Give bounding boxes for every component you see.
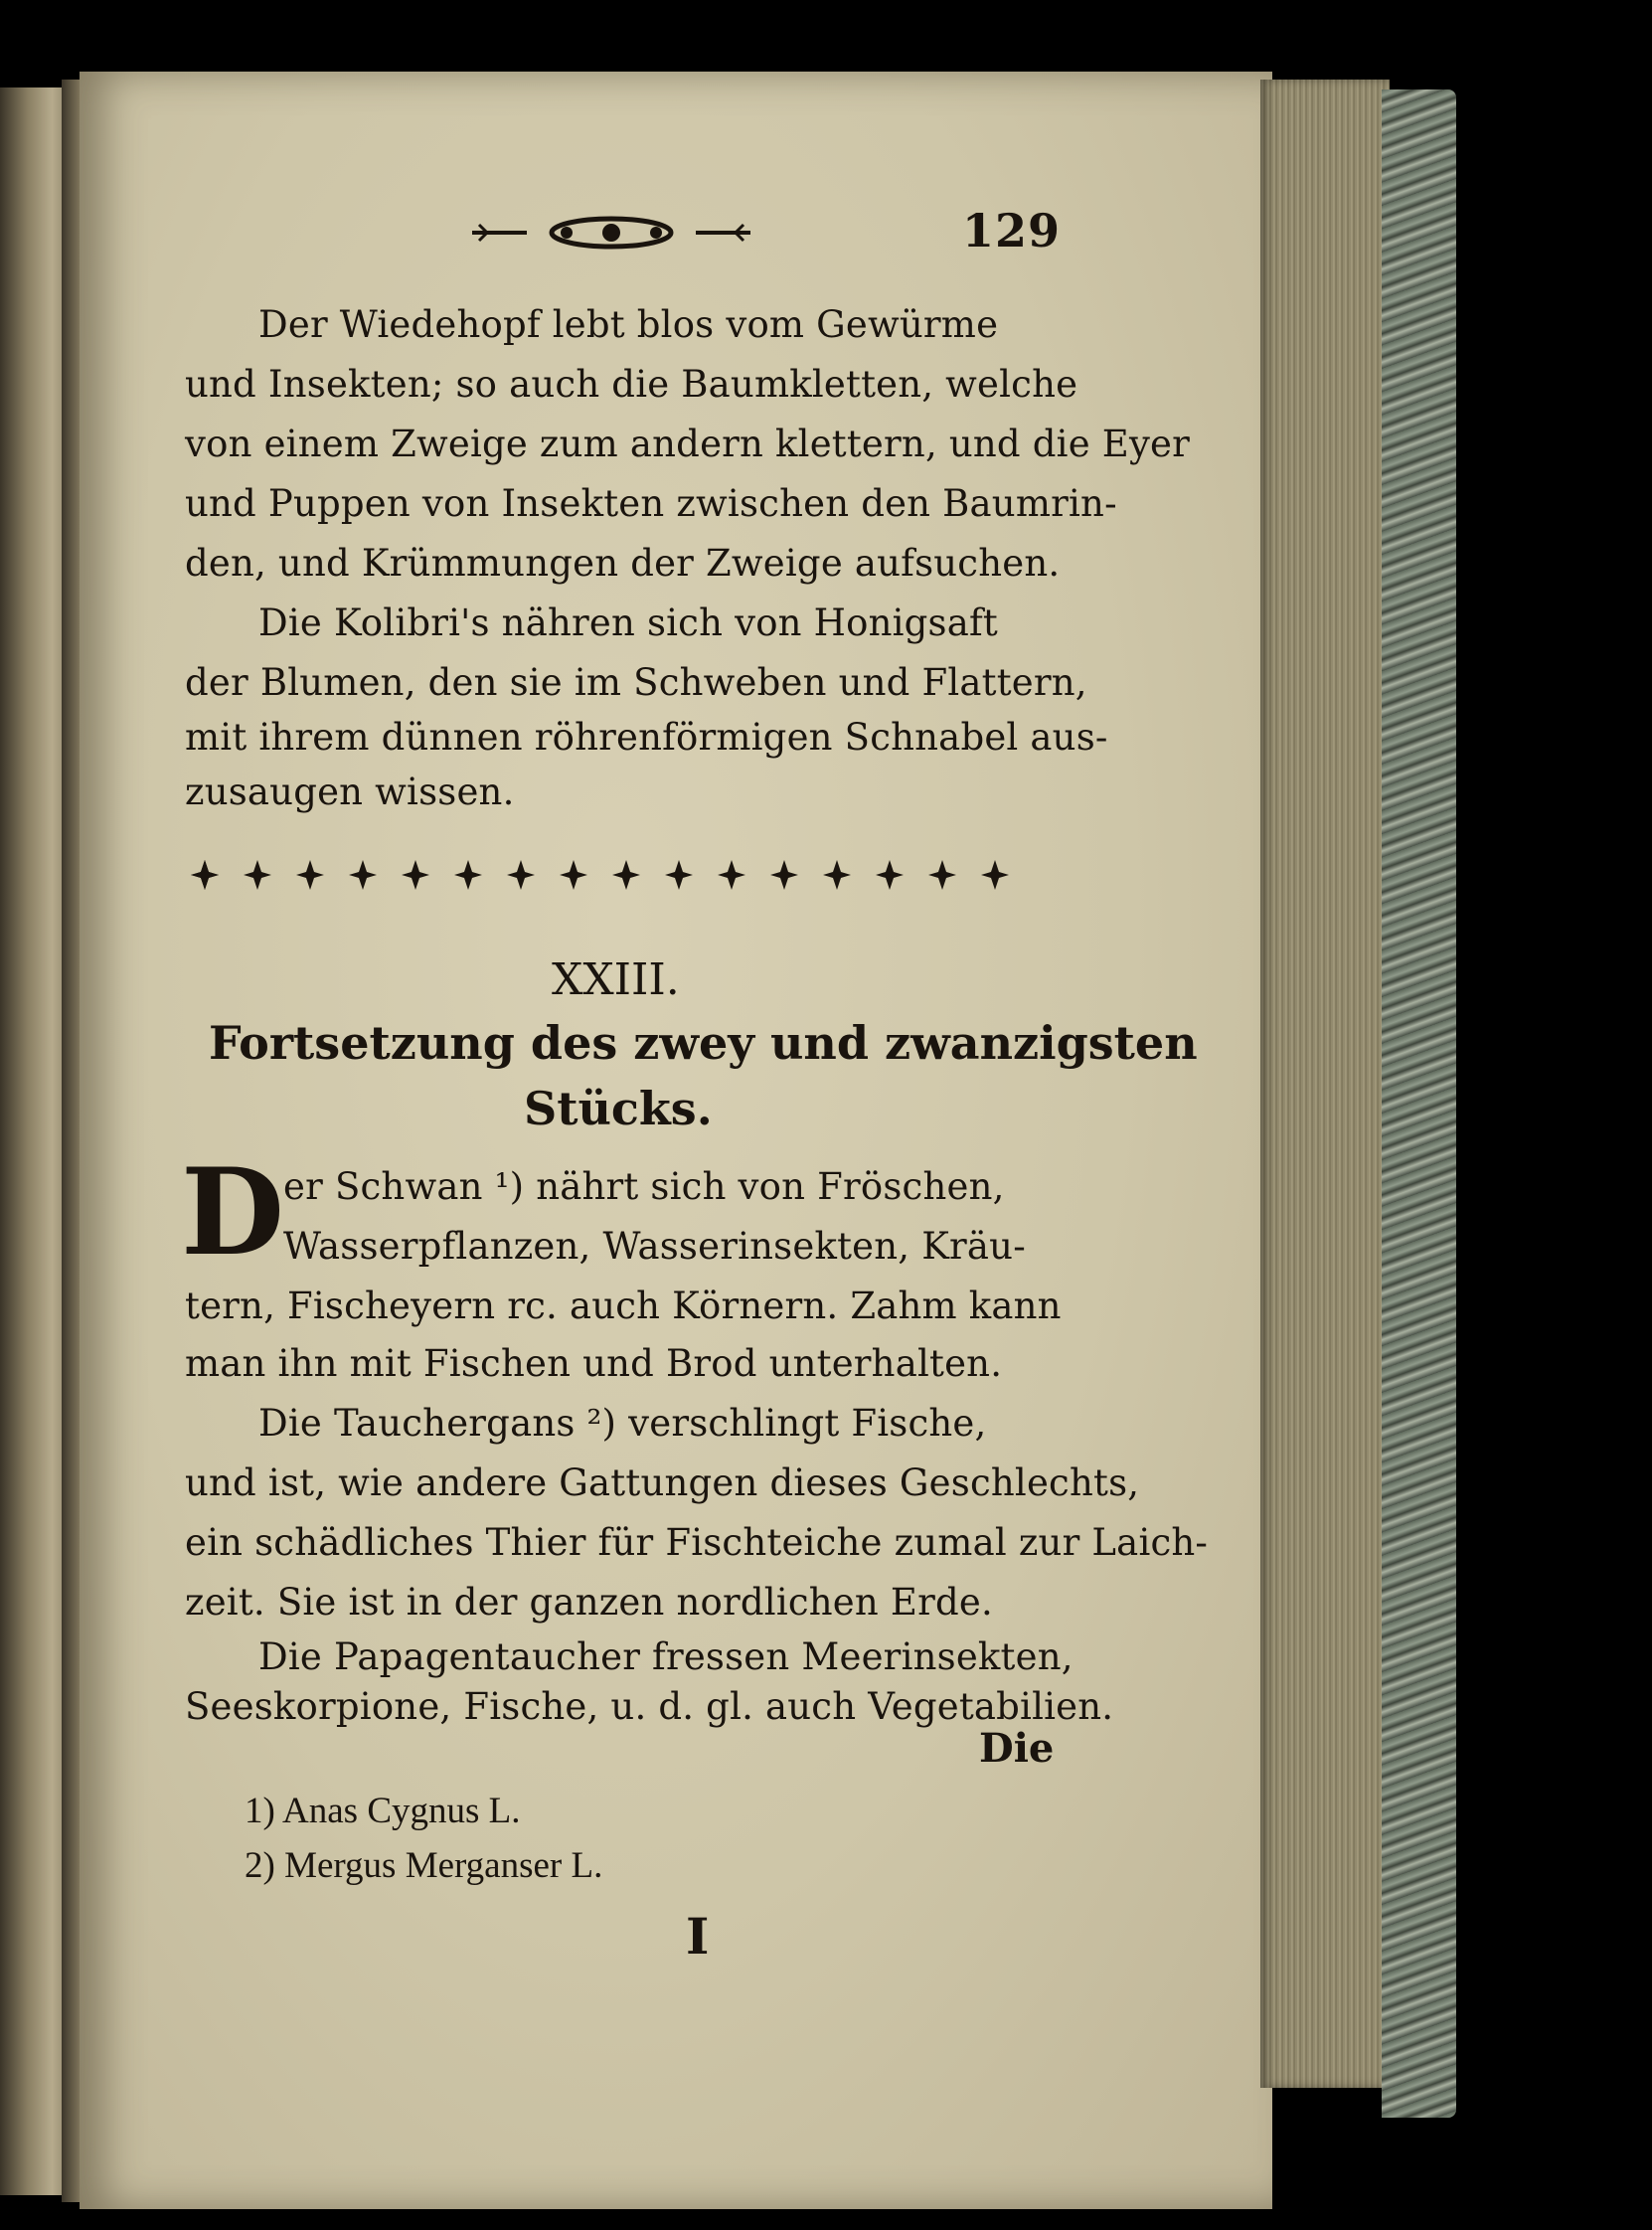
header-ornament: [467, 211, 755, 255]
marbled-cover: [1382, 89, 1456, 2118]
text-line: zeit. Sie ist in der ganzen nordlichen Erde.: [185, 1581, 993, 1624]
section-title-continued: Stücks.: [524, 1082, 713, 1135]
text-line: und Insekten; so auch die Baumkletten, welche: [185, 363, 1078, 406]
text-line: Die Papagentaucher fressen Meerinsekten,: [258, 1635, 1074, 1678]
signature-mark: I: [686, 1907, 710, 1966]
page-number: 129: [962, 204, 1062, 257]
text-line: Die Tauchergans ²) verschlingt Fische,: [258, 1402, 987, 1445]
left-page-edge: [0, 87, 70, 2195]
text-line: den, und Krümmungen der Zweige aufsuchen.: [185, 542, 1061, 585]
page-fore-edge: [1260, 80, 1390, 2088]
text-line: Der Wiedehopf lebt blos vom Gewürme: [258, 303, 999, 346]
section-number: XXIII.: [552, 954, 680, 1005]
text-line: Seeskorpione, Fische, u. d. gl. auch Vegetabilien.: [185, 1685, 1114, 1728]
text-line: und Puppen von Insekten zwischen den Baumrin-: [185, 482, 1117, 525]
text-line: der Blumen, den sie im Schweben und Flattern,: [185, 661, 1087, 704]
footnote: 2) Mergus Merganser L.: [245, 1845, 603, 1886]
section-title: Fortsetzung des zwey und zwanzigsten: [209, 1016, 1198, 1070]
text-line: Wasserpflanzen, Wasserinsekten, Kräu-: [283, 1225, 1026, 1268]
text-line: zusaugen wissen.: [185, 771, 515, 813]
text-line: von einem Zweige zum andern klettern, und die Eyer: [185, 423, 1191, 465]
catchword: Die: [979, 1725, 1055, 1772]
text-line: tern, Fischeyern rc. auch Körnern. Zahm kann: [185, 1285, 1062, 1327]
text-line: er Schwan ¹) nährt sich von Fröschen,: [283, 1165, 1005, 1208]
text-line: und ist, wie andere Gattungen dieses Geschlechts,: [185, 1461, 1140, 1504]
drop-cap: D: [181, 1142, 285, 1283]
text-line: Die Kolibri's nähren sich von Honigsaft: [258, 601, 998, 644]
text-line: ein schädliches Thier für Fischteiche zumal zur Laich-: [185, 1521, 1209, 1564]
text-line: man ihn mit Fischen und Brod unterhalten.: [185, 1342, 1003, 1385]
text-line: mit ihrem dünnen röhrenförmigen Schnabel aus-: [185, 716, 1108, 759]
footnote: 1) Anas Cygnus L.: [245, 1791, 521, 1831]
section-divider-ornament: [185, 855, 1040, 895]
